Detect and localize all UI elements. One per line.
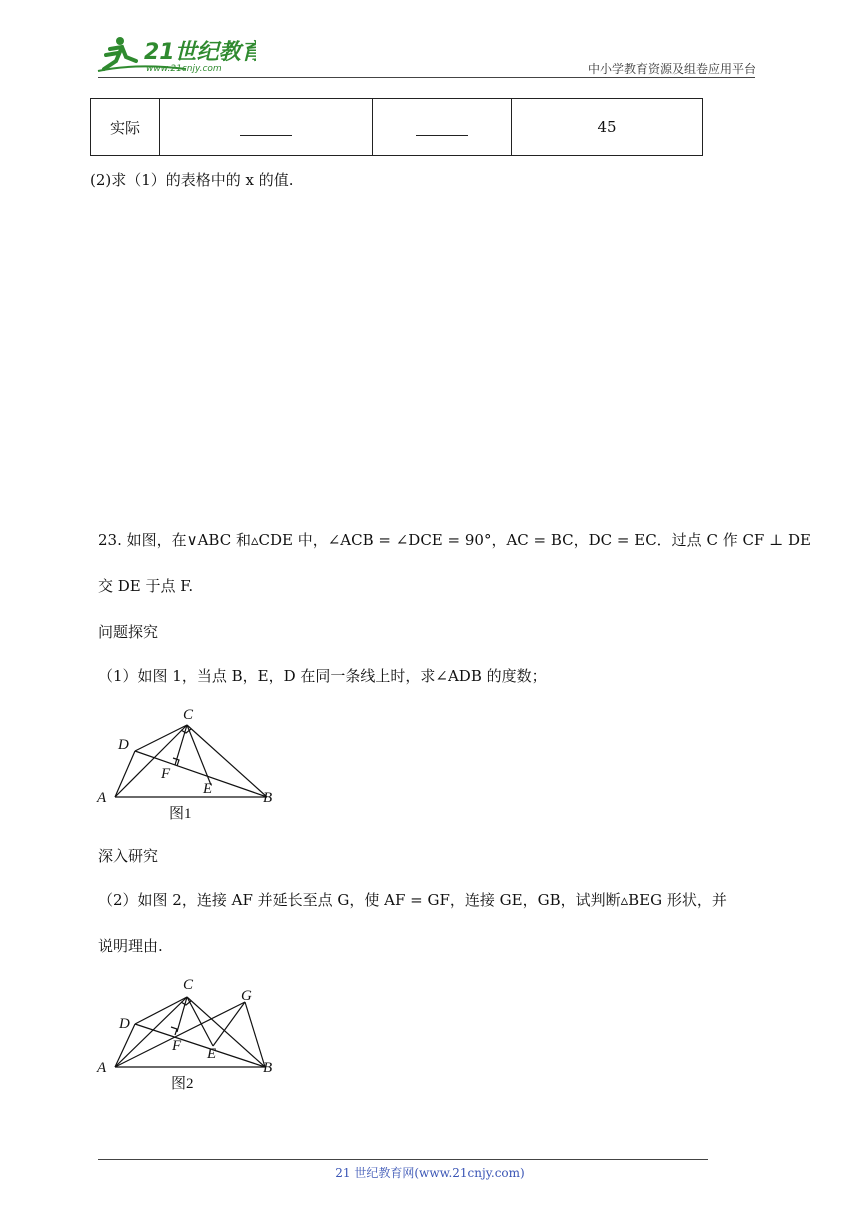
q23-stem-line2: 交 DE 于点 F. [98, 577, 194, 595]
label-e: E [207, 1046, 217, 1062]
segment-dc [135, 725, 187, 751]
segment-cb [187, 997, 265, 1067]
figure-2 [95, 972, 295, 1097]
footer-link[interactable]: 21 世纪教育网(www.21cnjy.com) [335, 1166, 525, 1180]
q23-part2-line1: （2）如图 2，连接 AF 并延长至点 G，使 AF = GF，连接 GE，GB，试判断▵BEG 形状，并 [98, 891, 727, 909]
label-b: B [263, 790, 273, 806]
section-heading-explore: 问题探究 [98, 623, 159, 641]
q23-part2-line2: 说明理由. [98, 937, 163, 955]
segment-ce [187, 997, 213, 1046]
label-c: C [183, 977, 194, 993]
table-row [91, 99, 703, 156]
segment-ag [115, 1002, 245, 1067]
figure-1 [95, 700, 295, 825]
logo-brand-text: 21世纪教育 [144, 40, 256, 65]
label-a: A [97, 790, 107, 806]
table-row-label: 实际 [91, 99, 160, 156]
segment-ad [115, 751, 135, 797]
header-platform-text: 中小学教育资源及组卷应用平台 [587, 62, 756, 76]
label-a: A [97, 1060, 107, 1076]
label-f: F [161, 766, 171, 782]
answer-blank [240, 121, 292, 136]
segment-cb [187, 725, 267, 797]
label-g: G [241, 988, 252, 1004]
figure-2-caption: 图2 [171, 1076, 194, 1092]
segment-ce [187, 725, 211, 785]
table-cell-blank-1 [160, 99, 373, 156]
q22-part2: (2)求（1）的表格中的 x 的值. [90, 171, 294, 189]
answer-table [90, 98, 703, 156]
label-d: D [119, 1016, 130, 1032]
label-e: E [203, 781, 213, 797]
table-cell-value: 45 [512, 99, 703, 156]
label-b: B [263, 1060, 273, 1076]
segment-db [135, 751, 267, 797]
q23-stem-line1: 23. 如图，在∨ABC 和▵CDE 中，∠ACB = ∠DCE = 90°，AC = BC，DC = EC．过点 C 作 CF ⊥ DE [98, 531, 811, 549]
label-d: D [118, 737, 129, 753]
segment-dc [135, 997, 187, 1024]
footer-divider [98, 1159, 708, 1160]
table-cell-blank-2 [373, 99, 512, 156]
label-c: C [183, 707, 194, 723]
section-heading-research: 深入研究 [98, 847, 159, 865]
site-logo [96, 35, 256, 79]
q23-part1: （1）如图 1，当点 B，E，D 在同一条线上时，求∠ADB 的度数； [98, 667, 547, 685]
answer-blank [416, 121, 468, 136]
segment-db [135, 1024, 265, 1067]
figure-1-caption: 图1 [169, 806, 192, 822]
label-f: F [172, 1038, 182, 1054]
header-divider [98, 77, 755, 78]
logo-url-text: www.21cnjy.com [146, 64, 222, 74]
right-angle-mark [171, 1027, 177, 1035]
runner-logo-icon [96, 35, 256, 75]
